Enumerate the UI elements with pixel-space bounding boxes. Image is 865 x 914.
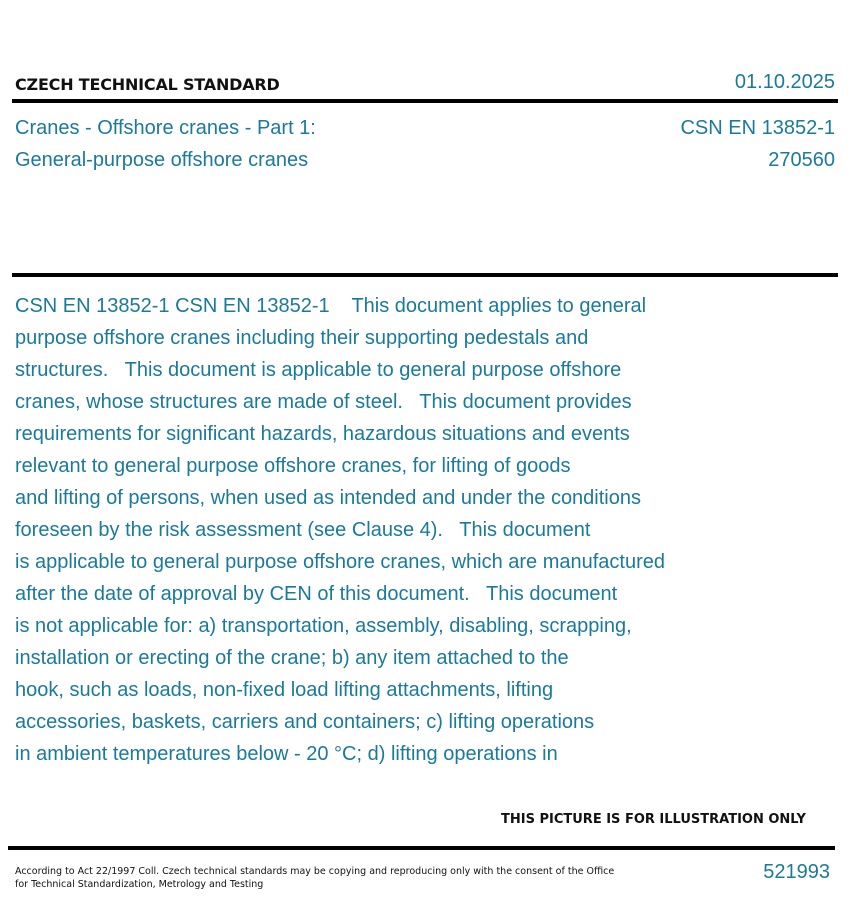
illustration-disclaimer: THIS PICTURE IS FOR ILLUSTRATION ONLY bbox=[501, 812, 806, 827]
abstract-line: purpose offshore cranes including their supporting pedestals and bbox=[15, 327, 589, 349]
standard-number: CSN EN 13852-1 bbox=[680, 117, 835, 139]
document-type-label: CZECH TECHNICAL STANDARD bbox=[15, 75, 280, 94]
abstract-line: and lifting of persons, when used as intended and under the conditions bbox=[15, 487, 641, 509]
classification-code: 270560 bbox=[768, 149, 835, 171]
copyright-line: for Technical Standardization, Metrology and Testing bbox=[15, 879, 264, 890]
abstract-text bbox=[15, 290, 735, 770]
document-title-line-2: General-purpose offshore cranes bbox=[15, 149, 309, 171]
title-divider bbox=[12, 273, 838, 277]
document-title-line-1: Cranes - Offshore cranes - Part 1: bbox=[15, 117, 316, 139]
abstract-line: is applicable to general purpose offshore cranes, which are manufactured bbox=[15, 551, 666, 573]
publication-date: 01.10.2025 bbox=[734, 71, 835, 93]
abstract-line: requirements for significant hazards, hazardous situations and events bbox=[15, 423, 630, 445]
abstract-line: in ambient temperatures below - 20 °C; d) lifting operations in bbox=[15, 743, 558, 765]
copyright-line: According to Act 22/1997 Coll. Czech technical standards may be copying and reproducing only with the consent of the Office bbox=[15, 866, 615, 877]
abstract-line: foreseen by the risk assessment (see Clause 4). This document bbox=[15, 519, 591, 541]
abstract-line: structures. This document is applicable to general purpose offshore bbox=[15, 359, 622, 381]
abstract-line: installation or erecting of the crane; b) any item attached to the bbox=[15, 647, 569, 669]
abstract-line: CSN EN 13852-1 CSN EN 13852-1 This document applies to general bbox=[15, 295, 647, 317]
header-divider bbox=[12, 99, 838, 103]
footer-divider bbox=[8, 846, 835, 850]
abstract-line: accessories, baskets, carriers and containers; c) lifting operations bbox=[15, 711, 595, 733]
abstract-line: after the date of approval by CEN of this document. This document bbox=[15, 583, 618, 605]
abstract-line: relevant to general purpose offshore cranes, for lifting of goods bbox=[15, 455, 571, 477]
abstract-line: hook, such as loads, non-fixed load lifting attachments, lifting bbox=[15, 679, 554, 701]
abstract-line: is not applicable for: a) transportation, assembly, disabling, scrapping, bbox=[15, 615, 632, 637]
catalog-code: 521993 bbox=[763, 861, 830, 883]
abstract-line: cranes, whose structures are made of steel. This document provides bbox=[15, 391, 632, 413]
copyright-notice bbox=[15, 865, 615, 891]
